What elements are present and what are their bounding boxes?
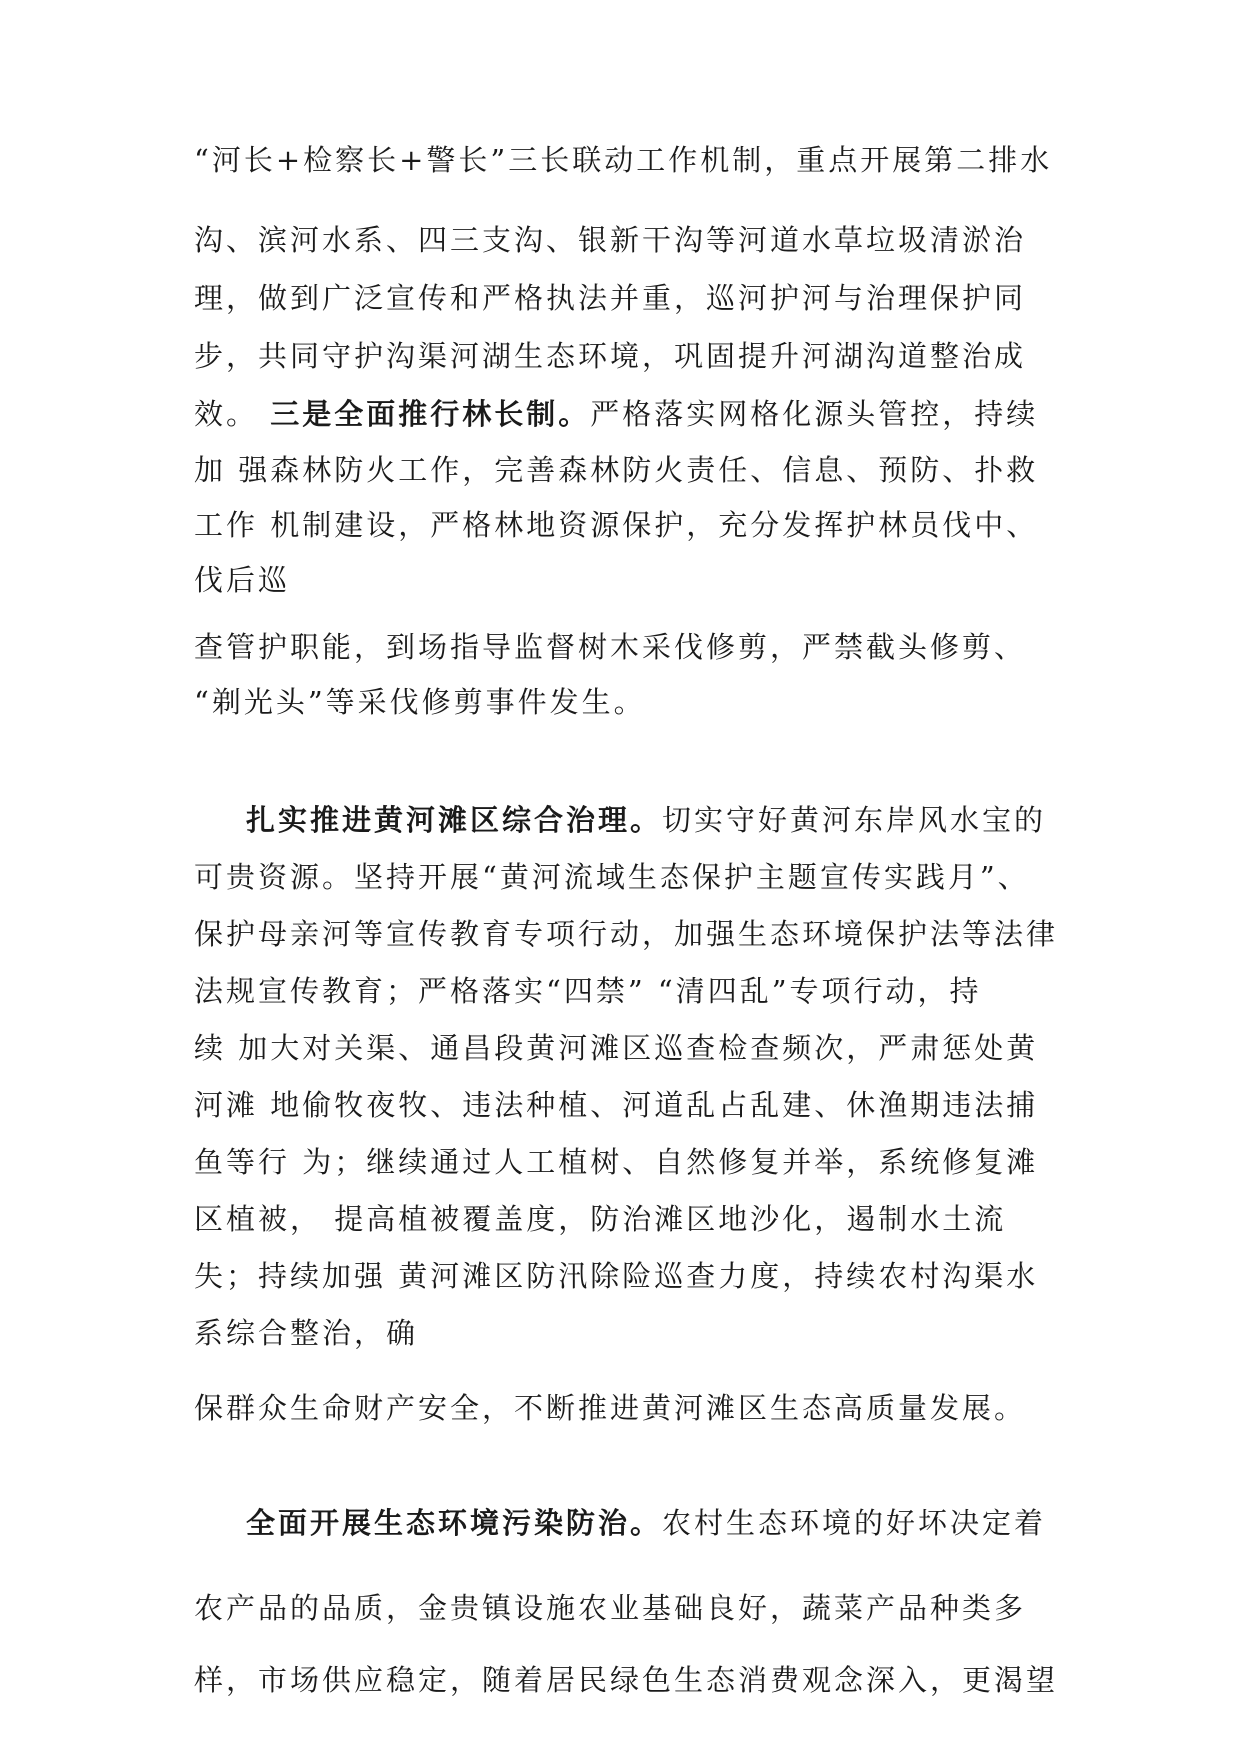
paragraph-line: 保群众生命财产安全，不断推进黄河滩区生态高质量发展。	[194, 1391, 1027, 1425]
paragraph-line	[246, 1503, 1046, 1543]
paragraph-line: 法规宣传教育；严格落实“四禁” “清四乱”专项行动，持	[194, 974, 982, 1008]
line-text: 切实守好黄河东岸风水宝的	[662, 803, 1047, 837]
section-heading-inline: 三是全面推行林长制。	[270, 397, 591, 431]
paragraph-line: 可贵资源。坚持开展“黄河流域生态保护主题宣传实践月”、	[194, 860, 1030, 894]
paragraph-line: “河长+检察长+警长”三长联动工作机制，重点开展第二排水	[194, 143, 1053, 177]
paragraph-line: 失；持续加强 黄河滩区防汛除险巡查力度，持续农村沟渠水	[194, 1259, 1039, 1293]
paragraph-line: 区植被， 提高植被覆盖度，防治滩区地沙化，遏制水土流	[194, 1202, 1007, 1236]
paragraph-line: 农产品的品质，金贵镇设施农业基础良好，蔬菜产品种类多	[194, 1591, 1027, 1625]
paragraph-line: 查管护职能，到场指导监督树木采伐修剪，严禁截头修剪、	[194, 630, 1027, 664]
line-text: 农村生态环境的好坏决定着	[662, 1506, 1047, 1540]
paragraph-line: 加 强森林防火工作，完善森林防火责任、信息、预防、扑救	[194, 453, 1039, 487]
paragraph-line: 系综合整治，确	[194, 1316, 419, 1350]
paragraph-line: 工作 机制建设，严格林地资源保护，充分发挥护林员伐中、	[194, 508, 1039, 542]
section-heading-inline: 扎实推进黄河滩区综合治理。	[246, 803, 663, 837]
paragraph-line: 步，共同守护沟渠河湖生态环境，巩固提升河湖沟道整治成	[194, 339, 1027, 373]
paragraph-line: 伐后巡	[194, 563, 291, 597]
paragraph-line	[194, 394, 1038, 434]
paragraph-line: 沟、滨河水系、四三支沟、银新干沟等河道水草垃圾清淤治	[194, 223, 1027, 257]
paragraph-line	[246, 800, 1046, 840]
paragraph-line: 保护母亲河等宣传教育专项行动，加强生态环境保护法等法律	[194, 917, 1059, 951]
paragraph-line: “剃光头”等采伐修剪事件发生。	[194, 685, 646, 719]
paragraph-line: 续 加大对关渠、通昌段黄河滩区巡查检查频次，严肃惩处黄	[194, 1031, 1039, 1065]
line-text: 效。	[194, 397, 271, 431]
line-text: 严格落实网格化源头管控，持续	[590, 397, 1039, 431]
paragraph-line: 样，市场供应稳定，随着居民绿色生态消费观念深入，更渴望	[194, 1663, 1059, 1697]
section-heading-inline: 全面开展生态环境污染防治。	[246, 1506, 663, 1540]
paragraph-line: 理，做到广泛宣传和严格执法并重，巡河护河与治理保护同	[194, 281, 1027, 315]
paragraph-line: 河滩 地偷牧夜牧、违法种植、河道乱占乱建、休渔期违法捕	[194, 1088, 1039, 1122]
paragraph-line: 鱼等行 为；继续通过人工植树、自然修复并举，系统修复滩	[194, 1145, 1039, 1179]
